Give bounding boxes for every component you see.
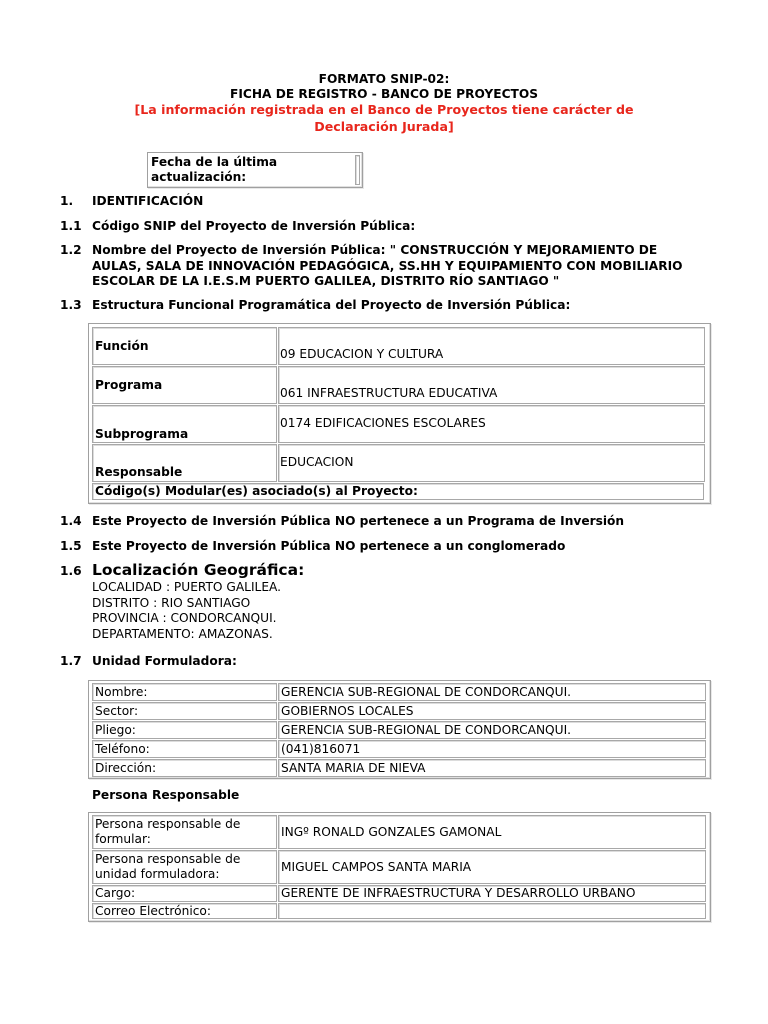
location-departamento: DEPARTAMENTO: AMAZONAS. xyxy=(92,626,273,641)
person-label-unidad: Persona responsable de unidad formuladora: xyxy=(92,850,277,884)
snip-code-label: Código SNIP del Proyecto de Inversión Pública: xyxy=(92,219,416,233)
section-1-7-number: 1.7 xyxy=(60,654,82,668)
unit-value-pliego: GERENCIA SUB-REGIONAL DE CONDORCANQUI. xyxy=(278,721,706,739)
formulating-unit-table xyxy=(88,680,711,779)
structure-label-responsable: Responsable xyxy=(92,444,277,482)
unit-label-nombre: Nombre: xyxy=(92,683,277,701)
responsible-person-table xyxy=(88,812,711,922)
project-name-line1: Nombre del Proyecto de Inversión Pública: " CONSTRUCCIÓN Y MEJORAMIENTO DE xyxy=(92,243,658,257)
location-details xyxy=(92,580,281,642)
last-update-label: Fecha de la última actualización: xyxy=(151,155,278,184)
unit-value-telefono: (041)816071 xyxy=(278,740,706,758)
structure-value-funcion: 09 EDUCACION Y CULTURA xyxy=(278,327,705,365)
structure-value-subprograma: 0174 EDIFICACIONES ESCOLARES xyxy=(278,405,705,443)
section-1-1-number: 1.1 xyxy=(60,219,82,233)
section-1-4-number: 1.4 xyxy=(60,514,82,528)
location-distrito: DISTRITO : RIO SANTIAGO xyxy=(92,595,251,610)
section-1-title: IDENTIFICACIÓN xyxy=(92,194,204,208)
unit-label-direccion: Dirección: xyxy=(92,759,277,777)
structure-value-programa: 061 INFRAESTRUCTURA EDUCATIVA xyxy=(278,366,705,404)
section-1-5-number: 1.5 xyxy=(60,539,82,553)
declaration-notice-line2: Declaración Jurada] xyxy=(314,119,454,134)
person-label-correo: Correo Electrónico: xyxy=(92,903,277,919)
structure-label-subprograma: Subprograma xyxy=(92,405,277,443)
conglomerate-note: Este Proyecto de Inversión Pública NO pertenece a un conglomerado xyxy=(92,539,566,553)
section-1-number: 1. xyxy=(60,194,74,208)
person-label-cargo: Cargo: xyxy=(92,885,277,902)
project-name-line2: AULAS, SALA DE INNOVACIÓN PEDAGÓGICA, SS.HH Y EQUIPAMIENTO CON MOBILIARIO xyxy=(92,259,683,273)
responsible-person-title: Persona Responsable xyxy=(92,788,240,802)
person-value-cargo: GERENTE DE INFRAESTRUCTURA Y DESARROLLO URBANO xyxy=(278,885,706,902)
structure-value-responsable: EDUCACION xyxy=(278,444,705,482)
section-1-2-number: 1.2 xyxy=(60,243,82,257)
section-1-3-number: 1.3 xyxy=(60,298,82,312)
person-value-unidad: MIGUEL CAMPOS SANTA MARIA xyxy=(278,850,706,884)
location-title: Localización Geográfica: xyxy=(92,561,305,579)
unit-label-telefono: Teléfono: xyxy=(92,740,277,758)
person-value-correo[interactable] xyxy=(278,903,706,919)
modular-codes-label: Código(s) Modular(es) asociado(s) al Proyecto: xyxy=(92,483,704,500)
structure-label-programa: Programa xyxy=(92,366,277,404)
formulating-unit-title: Unidad Formuladora: xyxy=(92,654,237,668)
unit-value-nombre: GERENCIA SUB-REGIONAL DE CONDORCANQUI. xyxy=(278,683,706,701)
investment-program-note: Este Proyecto de Inversión Pública NO pertenece a un Programa de Inversión xyxy=(92,514,625,528)
unit-value-direccion: SANTA MARIA DE NIEVA xyxy=(278,759,706,777)
structure-table xyxy=(88,323,711,504)
location-localidad: LOCALIDAD : PUERTO GALILEA. xyxy=(92,580,282,594)
person-value-formular: INGº RONALD GONZALES GAMONAL xyxy=(278,815,706,849)
person-label-formular: Persona responsable de formular: xyxy=(92,815,277,849)
form-code: FORMATO SNIP-02: xyxy=(318,72,450,86)
unit-value-sector: GOBIERNOS LOCALES xyxy=(278,702,706,720)
location-provincia: PROVINCIA : CONDORCANQUI. xyxy=(92,611,277,625)
unit-label-pliego: Pliego: xyxy=(92,721,277,739)
last-update-box xyxy=(147,152,363,188)
project-name-line3: ESCOLAR DE LA I.E.S.M PUERTO GALILEA, DISTRITO RÍO SANTIAGO " xyxy=(92,274,560,288)
structure-label-funcion: Función xyxy=(92,327,277,365)
declaration-notice-line1: [La información registrada en el Banco de Proyectos tiene carácter de xyxy=(134,102,634,117)
section-1-6-number: 1.6 xyxy=(60,564,82,578)
form-title: FICHA DE REGISTRO - BANCO DE PROYECTOS xyxy=(230,87,538,101)
structure-heading: Estructura Funcional Programática del Proyecto de Inversión Pública: xyxy=(92,298,571,312)
unit-label-sector: Sector: xyxy=(92,702,277,720)
last-update-value[interactable] xyxy=(355,155,360,185)
